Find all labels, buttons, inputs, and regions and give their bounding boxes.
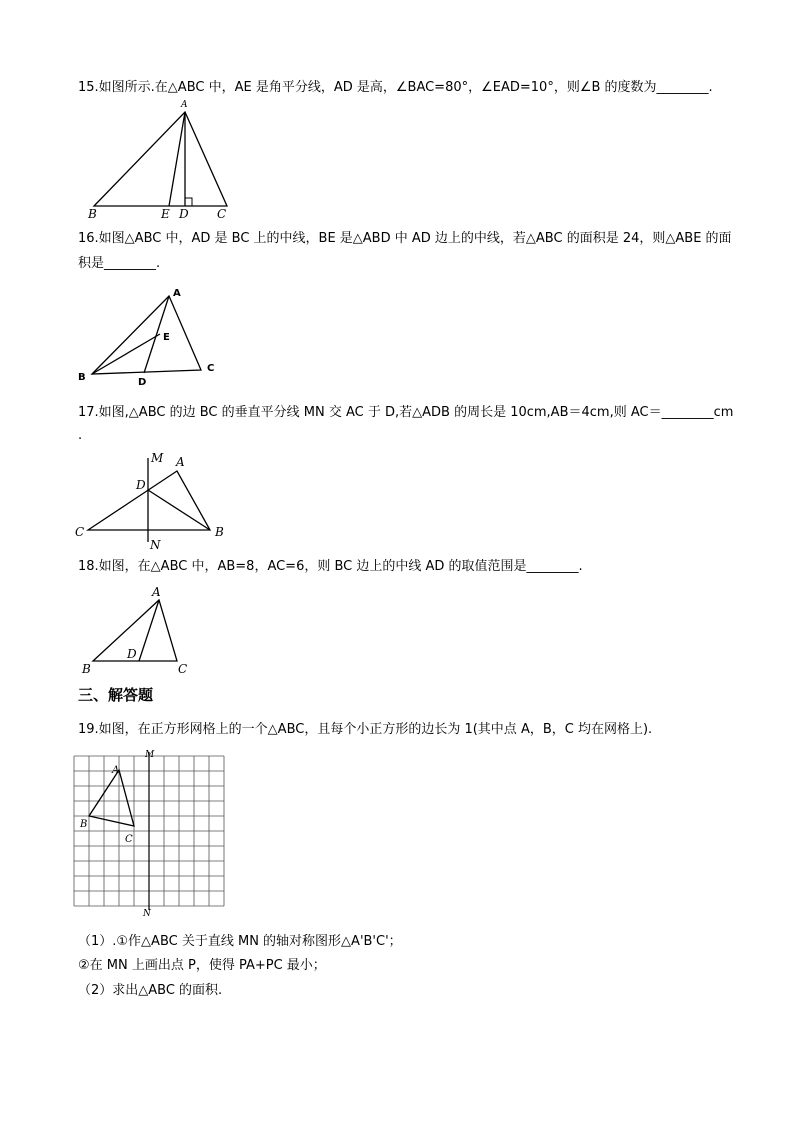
q19-part2: （2）求出△ABC 的面积. [78, 983, 223, 998]
q16-triangle [92, 296, 201, 374]
q15-label-A: A [181, 100, 188, 110]
q17-label-N: N [150, 538, 161, 552]
q19-part1a: （1）.①作△ABC 关于直线 MN 的轴对称图形△A'B'C'； [78, 934, 402, 949]
q15-triangle [94, 112, 227, 206]
q15-right-angle-mark [185, 198, 192, 206]
q17-line2: . [78, 428, 83, 443]
q19-triangle [89, 770, 134, 826]
section-title: 三、解答题 [78, 686, 154, 704]
q18-label-B: B [82, 662, 91, 676]
q19-grid-figure [70, 746, 230, 918]
q17-segment-DB [148, 490, 210, 530]
q19-label-B: B [80, 819, 88, 830]
q18-figure [80, 584, 200, 680]
q17-label-C: C [75, 525, 85, 539]
q18-text: 18.如图，在△ABC 中，AB=8，AC=6，则 BC 边上的中线 AD 的取值范围是________. [78, 559, 583, 574]
q16-label-C: C [207, 363, 215, 374]
q19-label-M: M [145, 750, 155, 760]
q16-label-B: B [78, 372, 86, 383]
q15-figure [84, 96, 244, 222]
q16-figure [74, 282, 224, 386]
q17-label-D: D [136, 478, 146, 492]
q19-label-A: A [112, 765, 120, 776]
q16-label-A: A [173, 288, 181, 299]
q18-label-A: A [152, 585, 161, 599]
q15-label-D: D [179, 207, 189, 221]
q17-label-B: B [215, 525, 224, 539]
q16-line2: 积是________. [78, 256, 161, 271]
q16-label-E: E [163, 332, 170, 343]
q17-triangle [88, 471, 210, 530]
q15-label-E: E [161, 207, 170, 221]
q16-line1: 16.如图△ABC 中，AD 是 BC 上的中线，BE 是△ABD 中 AD 边上的中线，若△ABC 的面积是 24，则△ABE 的面 [78, 231, 732, 246]
q17-label-M: M [151, 451, 164, 465]
q19-text: 19.如图，在正方形网格上的一个△ABC，且每个小正方形的边长为 1(其中点 A，B，C 均在网格上). [78, 722, 653, 737]
q16-label-D: D [138, 377, 147, 388]
q17-figure [70, 448, 230, 554]
q17-label-A: A [176, 455, 185, 469]
q19-label-C: C [125, 834, 133, 845]
q18-label-C: C [178, 662, 188, 676]
q15-text: 15.如图所示.在△ABC 中，AE 是角平分线，AD 是高，∠BAC=80°，∠EAD=10°，则∠B 的度数为________. [78, 80, 713, 95]
q15-label-C: C [217, 207, 227, 221]
q18-label-D: D [127, 647, 137, 661]
q15-label-B: B [88, 207, 97, 221]
q17-line1: 17.如图,△ABC 的边 BC 的垂直平分线 MN 交 AC 于 D,若△ADB 的周长是 10cm,AB＝4cm,则 AC＝________cm [78, 405, 734, 420]
q19-label-N: N [143, 909, 151, 919]
q19-part1b: ②在 MN 上画出点 P，使得 PA+PC 最小； [78, 958, 326, 973]
